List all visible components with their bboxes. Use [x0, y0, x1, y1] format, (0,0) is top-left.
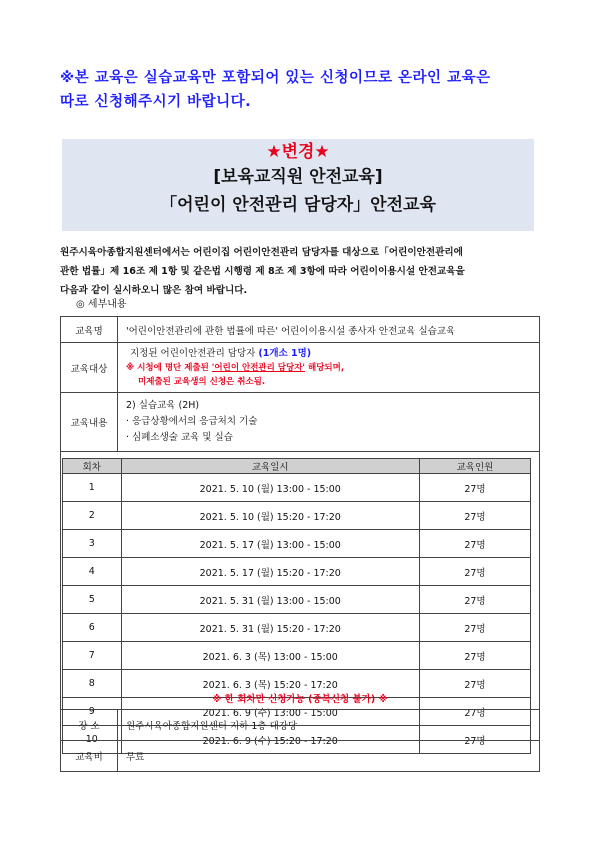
- course-target-label: 교육대상: [61, 343, 118, 393]
- one-session-note: ※ 한 회차만 신청가능 (중복신청 불가) ※: [212, 694, 388, 705]
- schedule-session-cell: 2: [63, 502, 122, 530]
- schedule-datetime-cell: 2021. 6. 9 (수) 13:00 - 15:00: [121, 698, 419, 726]
- schedule-row: [63, 474, 531, 502]
- schedule-row: [63, 586, 531, 614]
- schedule-session-cell: 8: [63, 670, 122, 698]
- notice-line-2: 따로 신청해주시기 바랍니다.: [60, 94, 252, 110]
- intro-paragraph: [60, 243, 540, 300]
- course-content-label: 교육내용: [61, 393, 118, 452]
- schedule-datetime-cell: 2021. 5. 31 (월) 15:20 - 17:20: [121, 614, 419, 642]
- schedule-capacity-cell: 27명: [419, 698, 530, 726]
- intro-line-3: 다음과 같이 실시하오니 많은 참여 바랍니다.: [60, 285, 248, 296]
- venue-value: 원주시육아종합지원센터 지하 1층 대강당: [118, 710, 540, 741]
- target-main-text: 지정된 어린이안전관리 담당자: [130, 348, 259, 359]
- schedule-session-cell: 4: [63, 558, 122, 586]
- target-note-line-2: 미제출된 교육생의 신청은 취소됨.: [138, 377, 266, 387]
- course-name-value: '어린이안전관리에 관한 법률에 따른' 어린이이용시설 종사자 안전교육 실습교육: [118, 317, 540, 343]
- schedule-capacity-cell: 27명: [419, 586, 530, 614]
- schedule-capacity-cell: 27명: [419, 726, 530, 754]
- fee-value: 무료: [118, 741, 540, 772]
- schedule-row: [63, 530, 531, 558]
- title-change-badge: ★변경★: [266, 142, 330, 162]
- schedule-datetime-cell: 2021. 5. 17 (월) 13:00 - 15:00: [121, 530, 419, 558]
- schedule-datetime-cell: 2021. 6. 9 (수) 15:20 - 17:20: [121, 726, 419, 754]
- schedule-capacity-cell: 27명: [419, 530, 530, 558]
- schedule-capacity-cell: 27명: [419, 670, 530, 698]
- schedule-session-cell: 7: [63, 642, 122, 670]
- intro-line-1: 원주시육아종합지원센터에서는 어린이집 어린이안전관리 담당자를 대상으로「어린이안전관리에: [60, 247, 463, 258]
- schedule-session-cell: 6: [63, 614, 122, 642]
- title-line-2: 「어린이 안전관리 담당자」안전교육: [160, 195, 436, 215]
- venue-fee-table: [60, 709, 540, 772]
- schedule-datetime-cell: 2021. 5. 31 (월) 13:00 - 15:00: [121, 586, 419, 614]
- schedule-row: [63, 502, 531, 530]
- schedule-session-cell: 3: [63, 530, 122, 558]
- schedule-session-cell: 5: [63, 586, 122, 614]
- intro-line-2: 관한 법률」제 16조 제 1항 및 같은법 시행령 제 8조 제 3항에 따라 어린이이용시설 안전교육을: [60, 266, 465, 277]
- schedule-datetime-cell: 2021. 6. 3 (목) 13:00 - 15:00: [121, 642, 419, 670]
- schedule-header-row: [63, 459, 531, 474]
- title-box: [62, 139, 534, 231]
- schedule-capacity-cell: 27명: [419, 614, 530, 642]
- schedule-row: [63, 642, 531, 670]
- section-heading: ◎ 세부내용: [76, 299, 127, 310]
- venue-row: [61, 710, 540, 741]
- target-note-prefix: ※ 시청에 명단 제출된: [126, 363, 212, 373]
- schedule-datetime-cell: 2021. 5. 10 (월) 15:20 - 17:20: [121, 502, 419, 530]
- schedule-capacity-cell: 27명: [419, 558, 530, 586]
- fee-label: 교육비: [61, 741, 118, 772]
- course-name-label: 교육명: [61, 317, 118, 343]
- schedule-session-cell: 1: [63, 474, 122, 502]
- title-line-1: [보육교직원 안전교육]: [213, 167, 383, 187]
- schedule-capacity-cell: 27명: [419, 474, 530, 502]
- schedule-datetime-cell: 2021. 6. 3 (목) 15:20 - 17:20: [121, 670, 419, 698]
- course-target-cell: [118, 343, 540, 393]
- schedule-session-cell: 9: [63, 698, 122, 726]
- content-line-1: 2) 실습교육 (2H): [126, 400, 200, 411]
- schedule-datetime-cell: 2021. 5. 17 (월) 15:20 - 17:20: [121, 558, 419, 586]
- target-note-highlight: '어린이 안전관리 담당자': [211, 363, 306, 373]
- header-datetime: 교육일시: [121, 459, 419, 474]
- content-line-3: · 심폐소생술 교육 및 실습: [126, 432, 233, 443]
- schedule-session-cell: 10: [63, 726, 122, 754]
- target-quota: (1개소 1명): [258, 348, 312, 359]
- header-capacity: 교육인원: [419, 459, 530, 474]
- schedule-row: [63, 558, 531, 586]
- content-line-2: · 응급상황에서의 응급처치 기술: [126, 416, 258, 427]
- course-target-row: [61, 343, 540, 393]
- schedule-row: [63, 614, 531, 642]
- course-content-cell: [118, 393, 540, 452]
- venue-label: 장 소: [61, 710, 118, 741]
- target-note-suffix: 해당되며,: [305, 363, 345, 373]
- fee-row: [61, 741, 540, 772]
- notice-line-1: ※본 교육은 실습교육만 포함되어 있는 신청이므로 온라인 교육은: [60, 70, 491, 86]
- schedule-capacity-cell: 27명: [419, 502, 530, 530]
- course-content-row: [61, 393, 540, 452]
- header-session: 회차: [63, 459, 122, 474]
- course-name-row: [61, 317, 540, 343]
- schedule-datetime-cell: 2021. 5. 10 (월) 13:00 - 15:00: [121, 474, 419, 502]
- notice-text: [60, 66, 550, 114]
- schedule-capacity-cell: 27명: [419, 642, 530, 670]
